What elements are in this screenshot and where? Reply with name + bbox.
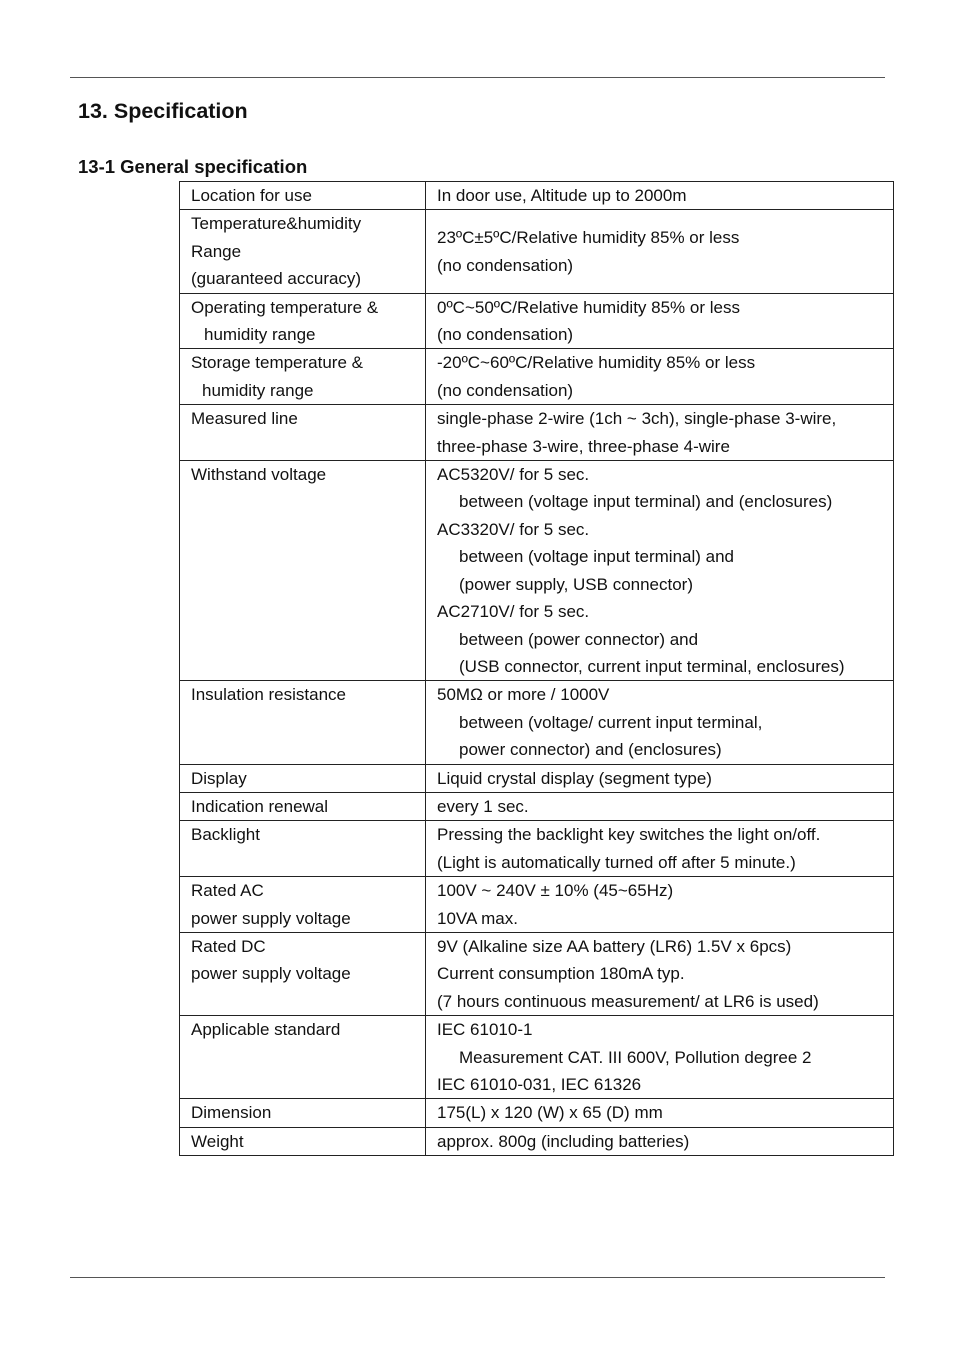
spec-value: approx. 800g (including batteries) [426, 1127, 894, 1155]
subsection-heading: 13-1 General specification [78, 156, 308, 177]
table-row [180, 932, 894, 1015]
spec-label: Withstand voltage [180, 461, 426, 681]
spec-label: Dimension [180, 1099, 426, 1127]
general-specification-table [179, 181, 894, 1156]
spec-label: Rated AC power supply voltage [180, 877, 426, 933]
table-row [180, 821, 894, 877]
spec-value: Liquid crystal display (segment type) [426, 764, 894, 792]
spec-label: Operating temperature & humidity range [180, 293, 426, 349]
table-row [180, 182, 894, 210]
table-row [180, 792, 894, 820]
table-row [180, 1099, 894, 1127]
spec-label: Display [180, 764, 426, 792]
spec-label: Rated DC power supply voltage [180, 932, 426, 1015]
spec-value: 175(L) x 120 (W) x 65 (D) mm [426, 1099, 894, 1127]
table-row [180, 1127, 894, 1155]
header-rule [70, 77, 885, 78]
spec-label: Insulation resistance [180, 681, 426, 764]
table-row [180, 877, 894, 933]
spec-value: 0ºC~50ºC/Relative humidity 85% or less (no condensation) [426, 293, 894, 349]
table-row [180, 210, 894, 293]
table-row [180, 461, 894, 681]
spec-value: -20ºC~60ºC/Relative humidity 85% or less (no condensation) [426, 349, 894, 405]
spec-label: Applicable standard [180, 1016, 426, 1099]
spec-value: 9V (Alkaline size AA battery (LR6) 1.5V x 6pcs) Current consumption 180mA typ. (7 hours continuous measurement/ at LR6 is used) [426, 932, 894, 1015]
table-row [180, 681, 894, 764]
spec-value: 50MΩ or more / 1000V between (voltage/ current input terminal, power connector) and (enclosures) [426, 681, 894, 764]
spec-value: 100V ~ 240V ± 10% (45~65Hz) 10VA max. [426, 877, 894, 933]
spec-value: every 1 sec. [426, 792, 894, 820]
spec-label: Weight [180, 1127, 426, 1155]
spec-label: Measured line [180, 405, 426, 461]
table-row [180, 349, 894, 405]
table-row [180, 1016, 894, 1099]
spec-value: single-phase 2-wire (1ch ~ 3ch), single-phase 3-wire, three-phase 3-wire, three-phase 4-wire [426, 405, 894, 461]
spec-value: Pressing the backlight key switches the light on/off. (Light is automatically turned off after 5 minute.) [426, 821, 894, 877]
spec-label: Backlight [180, 821, 426, 877]
spec-value: AC5320V/ for 5 sec. between (voltage input terminal) and (enclosures) AC3320V/ for 5 sec. between (voltage input terminal) and (power supply, USB connector) AC2710V/ for 5 sec. between (power connector) and (USB connector, current input terminal, enclosures) [426, 461, 894, 681]
table-row [180, 293, 894, 349]
spec-label: Temperature&humidity Range (guaranteed accuracy) [180, 210, 426, 293]
spec-label: Indication renewal [180, 792, 426, 820]
spec-value: 23ºC±5ºC/Relative humidity 85% or less (no condensation) [426, 210, 894, 293]
spec-value: IEC 61010-1 Measurement CAT. III 600V, Pollution degree 2 IEC 61010-031, IEC 61326 [426, 1016, 894, 1099]
spec-value: In door use, Altitude up to 2000m [426, 182, 894, 210]
table-row [180, 405, 894, 461]
spec-label: Location for use [180, 182, 426, 210]
section-heading: 13. Specification [78, 99, 248, 123]
table-row [180, 764, 894, 792]
spec-label: Storage temperature & humidity range [180, 349, 426, 405]
footer-rule [70, 1277, 885, 1278]
